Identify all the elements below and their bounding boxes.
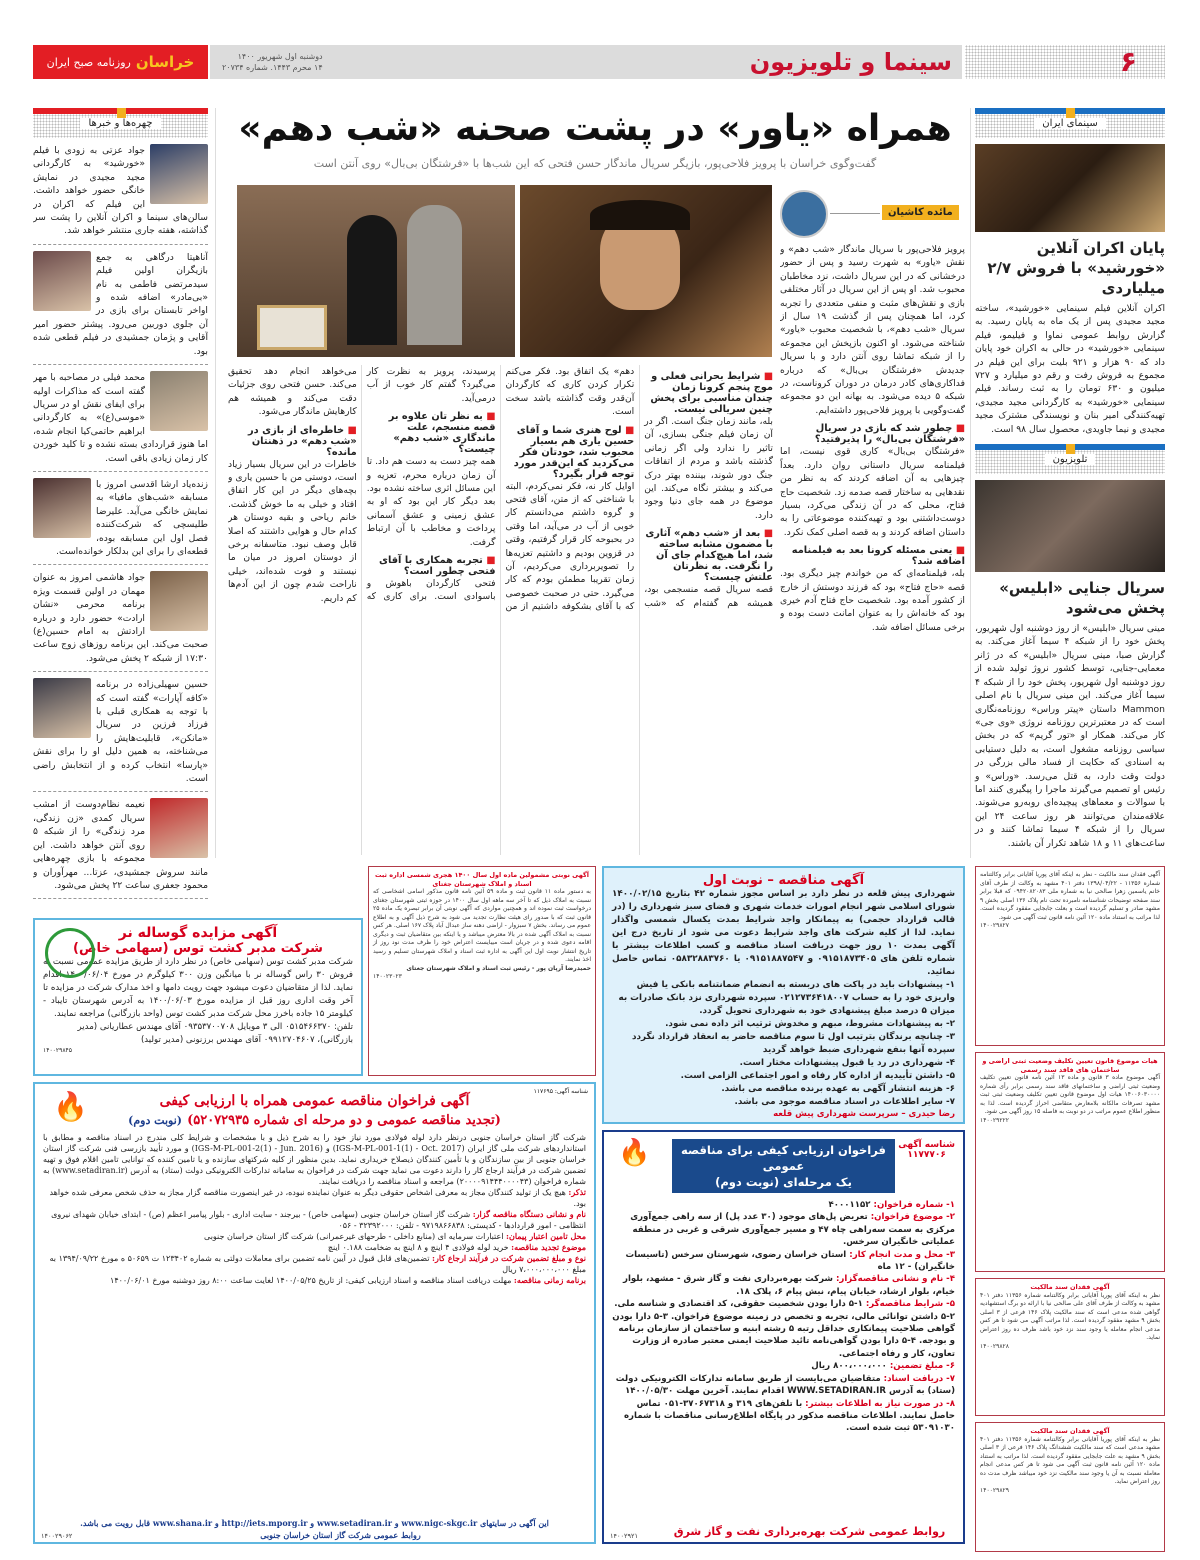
interview-question: ■ شرایط بحرانی فعلی و موج پنجم کرونا زمان چندان مناسبی برای پخش چنین سریالی نیست. (644, 371, 773, 415)
ad-code: ۱۴۰۰۲۹۸۴۵ (43, 1047, 73, 1054)
newspaper-logo (33, 45, 208, 79)
news-item-text: محمد فیلی در مصاحبه با مهر گفته است که مذاکرات اولیه برای ایفای نقش او در سریال «موسی(ع)» به کارگردانی ابراهیم حاتمی‌کیا انجام شده، اما هنوز قراردادی بسته نشده و تا کلید خوردن کار زمان زیادی باقی است. (33, 372, 208, 464)
gas-company-logo-icon: 🔥 (53, 1090, 88, 1123)
person-photo (33, 678, 91, 738)
ad-id (898, 1140, 955, 1160)
ad-title: فراخوان ارزیابی کیفی برای مناقصه عمومی (681, 1143, 886, 1173)
ad-code: ۱۴۰۰۲۹۸۲۹ (980, 1486, 1010, 1494)
clause-label: ۵- شرایط مناقصه‌گر: (865, 1299, 955, 1310)
classified-ad (975, 1422, 1165, 1552)
ad-footer: روابط عمومی شرکت گاز استان خراسان جنوبی (95, 1530, 586, 1540)
clause-text: خرید لوله فولادی ۴ اینچ و ۸ اینچ به ضخامت ۰.۱۸۸ اینچ (327, 1243, 509, 1252)
story-headline: سریال جنایی «ابلیس» پخش می‌شود (999, 579, 1165, 618)
tender-clause: ۳- چنانچه برندگان بترتیب اول تا سوم مناقصه حاضر به انعقاد قرارداد نگردد سپرده آنها بنفع شهرداری ضبط خواهد گردید (631, 1032, 955, 1055)
column-divider (970, 108, 971, 858)
news-item (33, 245, 208, 365)
ad-title: آگهی فقدان سند مالکیت (1030, 1427, 1110, 1435)
ad-code: ۱۴۰۰۲۹۲۱ (610, 1532, 638, 1540)
clause-text: استان خراسان رضوی، شهرستان سرخس (تاسیسات خانگیران) - ۱۲ ماه (625, 1249, 955, 1273)
clause-text: ۱-۵ دارا بودن شخصیت حقوقی، کد اقتصادی و شناسه ملی. ۲-۵ داشتن توانائی مالی، تجربه و تخصص در زمینه موضوع فراخوان. ۳-۵ دارا بودن گواهی صلاحیت پیمانکاری حداقل رتبه ۵ رشته ابنیه و ساختمان از سازمان برنامه و بودجه. ۴-۵ دارا بودن گواهی‌نامه تائید صلاحیت ایمنی معتبر صادره از وزارت تعاون، کار و رفاه اجتماعی. (612, 1299, 955, 1359)
ad-signature: حمیدرضا آرپان پور - رئیس ثبت اسناد و املاک شهرستان جغتای (406, 964, 591, 972)
subtitle: گفت‌وگوی خراسان با پرویز فلاحی‌پور، بازیگر سریال ماندگار حسن فتحی که این شب‌ها با «فرشتگان بی‌بال» روی آنتن است (313, 157, 877, 170)
clause-text: ۴۰۰۰۱۱۵۲ (828, 1200, 871, 1210)
ad-clause (612, 1298, 955, 1360)
ad-id: شناسه آگهی: ۱۱۷۶۹۵ (533, 1088, 588, 1095)
photo-series-scene (237, 185, 515, 357)
ad-signature: رضا حیدری – سرپرست شهرداری پیش قلعه (773, 1109, 955, 1119)
ad-clause (612, 1398, 955, 1435)
interview-answer: بله، مانند زمان جنگ است. اگر در آن زمان فیلم جنگی بسازی، آن تاثیر را ندارد ولی اگر زمانی گذشته باشد و مردم از اتفاقات جنگ دور شوند، بیننده بهتر درک می‌کند و بیشتر نگاه می‌کند. این موضوع در همه جای دنیا وجود دارد. (644, 416, 773, 521)
ad-clause (612, 1273, 955, 1298)
clause-label: موضوع تجدید مناقصه: (511, 1242, 586, 1252)
tender-clause: ۶- هزینه انتشار آگهی به عهده برنده مناقصه می باشد. (721, 1084, 955, 1094)
clause-text: تعریض پل‌های موجود (۳۰ عدد پل) از سه راهی جمع‌آوری مرکزی به سمت سه‌راهی چاه ۴۷ و مسیر جمع‌آوری شرقی و غربی در منطقه عملیاتی خانگیران سرخس. (630, 1212, 955, 1248)
tender-clause: ۲- به پیشنهادات مشروط، مبهم و مخدوش ترتیب اثر داده نمی شود. (665, 1019, 955, 1029)
ad-code: ۱۴۰۰۲۹۰۶۲ (41, 1532, 73, 1540)
ad-clause (43, 1187, 586, 1209)
ad-oil-gas-tender (602, 1130, 965, 1544)
interview-question: ■ یعنی مسئله کرونا بعد به فیلمنامه اضافه شد؟ (780, 545, 965, 567)
photo-actor-portrait (520, 185, 772, 357)
ad-subtitle: شرکت مدبر کشت توس (سهامی خاص) (73, 941, 323, 956)
main-article (225, 108, 965, 170)
ad-clause (43, 1231, 586, 1242)
ad-phone: تلفن: ۰۵۱۵۴۶۶۳۷۰ الی ۳ موبایل ۰۹۳۵۳۷۰۰۷۰۸ آقای مهندس عطاریانی (مدیر بازرگانی)، ۰۹۹۱۲۷۰۴۶۰۷ آقای مهندس برزنونی (مدیر تولید) (77, 1022, 353, 1045)
news-item-text: نعیمه نظام‌دوست از امشب سریال کمدی «زن زندگی، مرد زندگی» را از شبکه ۵ روی آنتن خواهد داشت. این مجموعه با بازی چهره‌هایی مانند سروش جمشیدی، عزتا... مهرآوران و محمود جعفری ساعت ۲۲ پخش می‌شود. (33, 799, 208, 891)
ad-id-label: شناسه آگهی (898, 1140, 955, 1150)
date-line: دوشنبه اول شهریور ۱۴۰۰ (237, 52, 323, 61)
clause-text: ۸۰۰،۰۰۰،۰۰۰ ریال (811, 1361, 887, 1372)
issue-number-line: ۱۴ محرم ۱۴۴۳. شماره ۲۰۷۳۴ (222, 63, 323, 72)
ad-title: آگهی مناقصه – نوبت اول (702, 873, 865, 888)
author-avatar (780, 190, 828, 238)
photo-mammon (975, 480, 1165, 572)
page-number: ۶ (1119, 45, 1137, 78)
story-body: مینی سریال «ابلیس» از روز دوشنبه اول شهریور، پخش خود را از شبکه ۴ سیما آغاز می‌کند. به گزارش صبا، مینی سریال «ابلیس» که در ژانر معمایی-جنایی، توسط کشور نروژ تولید شده از روز دوشنبه اول شهریور، پخش خود را از شبکه ۴ سیما آغاز می‌کند. این مینی سریال با نام اصلی Mammon داستان «پیتر وراس» روزنامه‌نگاری است که در معتبرترین روزنامه نروژی «وی جی» کار می‌کند. همکار او «تور گریم» که در بخش سیاسی روزنامه مشغول است، به دلیل دستیابی به اسنادی که حکایت از فساد مالی بزرگی در دولت وقت دارد، به قتل می‌رسد. «وراس» و رئیس او تصمیم می‌گیرند ماجرا را پیگیری کنند اما با سوالات و معماهای پیچیده‌ای روبه‌رو می‌شوند. علاقه‌مندان می‌توانند هر روز ساعت ۲۴ این سریال را از شبکه ۴ سیما تماشا کنند و در ساعت‌های ۱۱ و ۱۸ شاهد تکرار آن باشند. (975, 623, 1165, 849)
clause-label: ۱- شماره فراخوان: (873, 1200, 955, 1210)
clause-label: نام و نشانی دستگاه مناقصه گزار: (472, 1209, 586, 1219)
news-item (33, 672, 208, 792)
section-header-tv (975, 444, 1165, 474)
logo-text: خراسان (135, 53, 195, 71)
clause-label: ۲- موضوع فراخوان: (870, 1212, 955, 1223)
logo-tagline: روزنامه صبح ایران (46, 55, 131, 69)
column-divider (215, 108, 216, 858)
ad-clause (43, 1275, 586, 1286)
interview-answer: فتحی کارگردان باهوش و باسوادی است. برای کاری که می‌خواهد انجام دهد تحقیق می‌کند. حسن فتحی روی جزئیات دقت می‌کند و همیشه هم کارهایش ماندگار می‌شود. (228, 366, 496, 603)
interview-question: ■ خاطره‌ای از بازی در «شب دهم» در ذهنتان مانده؟ (228, 425, 357, 458)
page-number-box (965, 45, 1165, 79)
ad-body: نظر به اینکه آقای پوریا آقایانی برابر وکالتنامه شماره ۱۱۳۵۶ دفتر ۴۰۱ مشهد به وکالت از طرف آقای علی صالحی نیا با ارائه دو برگ استشهادیه گواهی شده مدعی است که سند مالکیت پلاک ۱۴۶ فرعی از ۳ اصلی بخش ۹ مشهد مفقود گردیده است. لذا مراتب آگهی می شود تا هر کس مدعی انجام معامله یا وجود سند نزد خود باشد ظرف ده روز اعتراض نماید. (980, 1291, 1161, 1341)
section-label: چهره‌ها و خبرها (80, 118, 160, 129)
interview-question: ■ چطور شد که بازی در سریال «فرشتگان بی‌بال» را پذیرفتید؟ (780, 423, 965, 445)
person-photo (150, 144, 208, 204)
interview-question: ■ بعد از «شب دهم» آثاری با مضمون مشابه ساخته شد، اما هیچ‌کدام جای آن را نگرفت. به نظرتان علتش چیست؟ (644, 528, 773, 583)
ad-title: آگهی فقدان سند مالکیت (1030, 1283, 1110, 1291)
ad-body: شرکت مدبر کشت توس (سهامی خاص) در نظر دارد از طریق مزایده عمومی نسبت به فروش ۳۰ راس گوساله نر با میانگین وزن ۳۰۰ کیلوگرم در مورخ ۱۴۰۰/۰۶/۰۴ اقدام نماید. لذا از متقاضیان دعوت میشود جهت رویت دامها و اخذ مدارک شرکت در مزایده تا آخر وقت اداری روز قبل از مزایده مورخ ۱۴۰۰/۰۶/۰۳ به آدرس شهرستان تایباد - کیلومتر ۱۵ جاده باخرز محل شرکت مدبر کشت توس (واحد بازرگانی) مراجعه نمایند. (43, 957, 354, 1019)
clause-label: نوع و مبلغ تضمین شرکت در فرآیند ارجاع کار: (432, 1253, 586, 1263)
ad-clause (43, 1253, 586, 1275)
ad-body: نظر به اینکه آقای پوریا آقایانی برابر وکالتنامه شماره ۱۱۳۵۶ دفتر ۴۰۱ مشهد مدعی است که سند مالکیت ششدانگ پلاک ۱۴۶ فرعی از ۳ اصلی بخش ۹ مشهد به علت جابجایی مفقود گردیده است. لذا مراتب به استناد ماده ۱۲۰ آئین نامه قانون ثبت آگهی می شود تا هر کس مدعی انجام معامله نسبت به آن یا وجود سند مالکیت نزد خود میباشد ظرف مدت ده روز اعتراض نماید. (980, 1435, 1161, 1485)
news-item-text: جواد عزتی به زودی با فیلم «خورشید» به کارگردانی مجید مجیدی در نمایش خانگی حضور خواهد داشت. این فیلم که اکران در سالن‌های سینما و اکران آنلاین را پشت سر گذاشته، هفته جاری منتشر خواهد شد. (33, 145, 208, 237)
classified-ads-column (975, 866, 1165, 1546)
ad-websites: این آگهی در سایتهای www.nigc-skgc.ir و www.setadiran.ir و http://iets.mporg.ir و www.shana.ir قابل رویت می باشد. (43, 1518, 586, 1528)
person-photo (150, 798, 208, 858)
company-logo-icon (45, 928, 95, 978)
news-item (33, 138, 208, 245)
news-item (33, 472, 208, 565)
tender-clause: ۴- شهرداری در رد یا قبول پیشنهادات مختار است. (739, 1058, 955, 1068)
ad-title: آگهی فراخوان مناقصه عمومی همراه با ارزیابی کیفی (159, 1093, 470, 1109)
news-item (33, 365, 208, 472)
clause-label: تذکر: (568, 1187, 586, 1197)
interview-answer: «فرشتگان بی‌بال» کاری قوی نیست، اما فیلمنامه سریال داستانی روان دارد. بعداً چیزهایی به آن اضافه کردند که به نظر من نقدهایی به ساختار قصه صدمه زد. شخصیت حاج فتاح، محلی که در آن زندگی می‌کرد، بسیار دوست‌داشتنی بود و تهیه‌کننده موضوعاتی را به داستان اضافه کردند و به قصه اصلی کمک نکرد. (780, 446, 965, 538)
interview-question: ■ به نظر تان علاوه بر قصه منسجم، علت ماندگاری «شب دهم» چیست؟ (367, 411, 496, 455)
classified-ad (975, 1052, 1165, 1272)
news-item-text: آناهیتا درگاهی به جمع بازیگران اولین فیلم سیدمرتضی فاطمی به نام «بی‌مادر» اضافه شده و اواخر تابستان برای بازی در آن جلوی دوربین می‌رود. پیشتر حضور امیر آقایی و پژمان جمشیدی در فیلم قطعی شده بود. (33, 251, 208, 357)
clause-label: ۸- در صورت نیاز به اطلاعات بیشتر: (805, 1398, 955, 1409)
ad-land-registry (368, 866, 596, 1076)
classified-ad (975, 866, 1165, 1046)
ad-clause (43, 1209, 586, 1231)
clause-text: تضمین‌های قابل قبول در آیین نامه تضمین برای معاملات دولتی به شماره ۱۲۳۴۰۲ ت ۵۰۶۵۹ ه مورخ ۱۳۹۴/۰۹/۲۲ به مبلغ ۷،۰۰۰،۰۰۰،۰۰۰ ریال (49, 1254, 586, 1274)
right-news-column (975, 108, 1165, 850)
news-item-text: جواد هاشمی امروز به عنوان مهمان در اولین قسمت ویژه برنامه محرمی «نشان ارادت» حضور دارد و درباره ارادتش به امام حسین(ع) صحبت می‌کند. این برنامه روزهای زوج ساعت ۱۷:۳۰ از شبکه ۲ پخش می‌شود. (33, 572, 208, 664)
ad-body: شرکت گاز استان خراسان جنوبی درنظر دارد لوله فولادی مورد نیاز خود را به شرح ذیل و با مشخصات و شرایط کلی مندرج در اسناد مناقصه و مطابق با استانداردهای شرکت ملی گاز ایران (IGS-M-PL-001-1(1) - Oct. 2017) و (IGS-M-PL-001-2(1) - Jun. 2016) و مورد تأیید بازرسی فنی شرکت گاز استان خراسان جنوبی از بین سازندگان و یا تأمین کنندگان ذیصلاح خریداری نماید. بدین منظور از کلیه شرکتهای سازنده و یا تامین کننده که توانایی تامین اقلام فوق و تهیه تضمین شرکت در فرآیند ارجاع کار را دارند دعوت می نماید جهت شرکت در فراخوان به سامانه تدارکات الکترونیکی دولت (ستاد) به آدرس (www.setadiran.ir) به شماره فراخوان (۲۰۰۰۰۹۱۴۴۴۰۰۰۰۴۳) مراجعه و اسناد مناقصه را دریافت نمایند. (43, 1133, 586, 1186)
classified-ad (975, 1278, 1165, 1416)
ad-clause (43, 1242, 586, 1253)
section-header (33, 108, 208, 138)
ad-municipal-tender (602, 866, 965, 1124)
clause-text: با تلفن‌های ۳۱۹ و ۳۷۰۶۷۳۱۸-۰۵۱ تماس حاصل نمایند. اطلاعات مناقصه مذکور در پایگاه اطلاع‌رسانی مناقصات با شماره ۵۳۰۹۱۰۳۰ ثبت شده است. (623, 1398, 955, 1434)
ad-round: (نوبت دوم) (128, 1114, 182, 1127)
tender-clause: ۵- داشتن تأییدیه از اداره کار رفاه و امور اجتماعی الزامی است. (680, 1071, 955, 1081)
issue-date (222, 51, 323, 73)
clause-text: متقاضیان می‌بایست از طریق سامانه تدارکات الکترونیکی دولت (ستاد) به آدرس WWW.SETADIRAN.IR اقدام نمایند. آخرین مهلت ۱۴۰۰/۰۵/۳۰ (615, 1373, 955, 1397)
clause-label: ۳- محل و مدت انجام کار: (849, 1249, 955, 1260)
faces-news-column (33, 108, 208, 899)
ad-code: ۱۴۰۰۲۹۸۲۷ (980, 922, 1010, 929)
article-intro: پرویز فلاحی‌پور با سریال ماندگار «شب دهم» و نقش «یاور» به شهرت رسید و پس از حضور درخشانی که در این سریال داشت، نزد مخاطبان محبوب شد. او پس از این سریال در آثار مختلفی بازی و نقش‌های مثبت و منفی متعددی را تجربه کرد، اما همچنان پس از گذشت ۱۹ سال از سریال «شب دهم»، با شخصیت محبوب «یاور» شناخته می‌شود. او اکنون بازپخش این مجموعه را از شبکه تماشا روی آنتن دارد و با سریال جدیدش «فرشتگان بی‌بال» که درباره فداکاری‌های کادر درمان در دوران کروناست، در شبکه ۵ دیده می‌شود. به بهانه این دو مجموعه گفت‌وگویی با پرویز فلاحی‌پور داشته‌ایم. (780, 244, 965, 416)
tender-clause: ۷- سایر اطلاعات در اسناد مناقصه موجود می باشد. (734, 1097, 955, 1107)
ad-title: آگهی مزایده گوساله نر (118, 925, 278, 941)
section-title: سینما و تلویزیون (749, 48, 952, 76)
ad-clause (612, 1211, 955, 1248)
news-item (33, 565, 208, 672)
section-label: تلویزیون (1045, 454, 1096, 465)
section-band (210, 45, 962, 79)
clause-label: برنامه زمانی مناقصه: (513, 1275, 586, 1285)
interview-answer: قصه سریال قصه منسجمی بود، همیشه هم گفته‌ام که «شب دهم» یک اتفاق بود. فکر می‌کنم تکرار کردن کاری که کارگردان آن‌قدر وقت گذاشته باشد سخت است. (505, 366, 773, 609)
person-photo (150, 371, 208, 431)
interview-answer: خاطرات در این سریال بسیار زیاد است، دوستی من با حسین یاری و بچه‌های دیگر در این کار اتفاق افتاد و خیلی به ما خوش گذشت. خانم ریاحی و بقیه دوستان هر کدام حال و هوایی داشتند که اصلا قابل وصف نبود. متاسفانه برخی از دوستان امروز در میان ما نیستند و فوت شده‌اند، خیلی ناراحت شدم چون از این آدم‌ها کم داریم. (228, 458, 357, 604)
photo-khorshid (975, 144, 1165, 232)
ad-clause (612, 1373, 955, 1398)
ad-clause (612, 1249, 955, 1274)
story-headline: پایان اکران آنلاین «خورشید» با فروش ۲/۷ میلیاردی (987, 239, 1165, 297)
ad-body: شهرداری پیش قلعه در نظر دارد بر اساس مجوز شماره ۴۲ بتاریخ ۱۴۰۰/۰۲/۱۵ شورای اسلامی شهر انجام امورات خدمات شهری و فضای سبز شهرداری را (در قالب قرارداد حجمی) به پیمانکار واجد شرایط بمدت یکسال شمسی واگذار نماید. لذا از کلیه شرکت های واجد شرایط دعوت می شود از تاریخ درج این آگهی بمدت ۱۰ روز جهت دریافت اسناد مناقصه و کسب اطلاعات بیشتر با شماره تلفن های ۰۹۱۵۱۸۷۳۴۰۵ و ۰۹۱۵۱۸۸۷۵۴۷ یا ۰۵۸۳۲۸۸۳۷۶۰ تماس حاصل نمائید. (612, 889, 956, 977)
ad-title: آگهی نوبتی مشمولین ماده اول سال ۱۴۰۰ هجری شمسی اداره ثبت اسناد و املاک شهرستان جغتای (374, 871, 590, 888)
ad-code: ۱۴۰۰۲۳۰۲۳ (373, 973, 403, 980)
clause-text: شرکت بهره‌برداری نفت و گاز شرق - مشهد، بلوار خیام، بلوار ارشاد، خیابان پیام، نبش پیام ۶، پلاک ۱۸. (623, 1274, 955, 1297)
ad-subtitle: یک مرحله‌ای (نوبت دوم) (715, 1175, 852, 1189)
interview-answer: بله، فیلمنامه‌ای که من خواندم چیز دیگری بود. قصه «حاج فتاح» بود که فرزند دوستش از خارج از کشور آمده بود. شخصیت حاج فتاح آدم خیری بود که خانه‌اش را به عنوان امانت دست بوده و برخی مسائل اضافه شد. (780, 568, 965, 633)
person-photo (33, 251, 91, 311)
interview-question: ■ لوح هنری شما و آقای حسین یاری هم بسیار محبوب شد، خودتان فکر می‌کردید که این‌قدر مورد توجه قرار بگیرد؟ (506, 425, 635, 480)
story-body: اکران آنلاین فیلم سینمایی «خورشید»، ساخته مجید مجیدی پس از یک ماه به پایان رسید. به گزارش روابط عمومی نماوا و فیلیمو، فیلم سینمایی «خورشید» در حالی به اکران خود پایان داد که ۹۰ هزار و ۹۲۱ بلیت برای این فیلم در مجموع به فروش رفت و رقم دو میلیارد و ۷۲۷ میلیون و ۶۳۰ تومان را به ثبت رساند. فیلم سینمایی «خورشید» به کارگردانی مجید مجیدی، تهیه‌کنندگی امیر بنان و نویسندگی مشترک مجید مجیدی و نیما جاویدی، محصول سال ۹۸ است. (975, 303, 1166, 435)
section-label: سینمای ایران (1034, 118, 1105, 129)
news-item-text: حسین سهیلی‌زاده در برنامه «کافه آپارات» گفته است که با توجه به همکاری قبلی با فرزاد فرزین در سریال «مانکن»، قابلیت‌هایش را می‌شناخته، به همین دلیل او را برای نقش «پارسا» انتخاب کرده و از انتخابش راضی است. (33, 679, 208, 785)
ad-gas-tender (33, 1082, 596, 1544)
ad-clause (612, 1199, 955, 1211)
tender-clause: ۱- پیشنهادات باید در پاکت های دربسته به انضمام ضمانتنامه بانکی یا فیش واریزی خود را به حساب ۰۲۱۲۷۳۶۴۱۸۰۰۷ سپرده شهرداری نزد بانک صادرات به میزان ۵ درصد مبلغ پیشنهادی خود به شهرداری تحویل گردد. (618, 980, 955, 1016)
clause-label: ۴- نام و نشانی مناقصه‌گزار: (835, 1274, 955, 1285)
news-item (33, 792, 208, 899)
clause-text: شرکت گاز استان خراسان جنوبی (سهامی خاص) - بیرجند - سایت اداری - بلوار پیامبر اعظم (ص) - ابتدای خیابان شهدای نیروی انتظامی - امور قراردادها - کدپستی: ۹۷۱۹۸۶۶۸۳۸ - تلفن: ۳۲۳۹۲۰۰۰ - ۰۵۶ (51, 1210, 586, 1230)
ad-footer: روابط عمومی شرکت بهره‌برداری نفت و گاز شرق (664, 1525, 955, 1538)
author-name: مائده کاشیان (882, 205, 959, 220)
interview-answer: همه چیز دست به دست هم داد. تا آن زمان درباره محرم، تعزیه و این مسائل اثری ساخته نشده بود. بعد دیگر کار این بود که او به عشق زمینی و عشق آسمانی پرداخت و مخاطب با آن ارتباط گرفت. (366, 456, 496, 548)
person-photo (33, 478, 91, 538)
ad-clause (612, 1360, 955, 1372)
author-rule (830, 213, 880, 214)
article-body-columns (228, 365, 773, 855)
ad-code: ۱۴۰۰۲۹۲۲۲ (980, 1116, 1010, 1124)
clause-label: محل تامین اعتبار پیمان: (506, 1231, 586, 1241)
news-item-text: زنده‌یاد ارشا اقدسی امروز با مسابقه «شب‌های مافیا» به نمایش خانگی می‌آید. علیرضا طلیسچی که شرکت‌کننده فصل اول این مسابقه بوده، قطعه‌ای را برای این بدلکار خوانده‌است. (56, 478, 208, 557)
clause-label: ۶- مبلغ تضمین: (889, 1361, 955, 1372)
interview-answer: اوایل کار نه، فکر نمی‌کردم، البته با شناختی که از متن، آقای فتحی و گروه داشتم می‌دانستم کار خوبی از آب در می‌آید، اما وقتی در بحبوحه کار قرار گرفتیم، وقتی در قزوین بودیم و داشتیم تعزیه‌ها را تصویربرداری می‌کردیم، آن زمان تقریبا مطمئن بودم که کار می‌گیرد. حتی در صحبت خصوصی که با آقای بشکوفه داشتیم از من پرسیدند، پرویز به نظرت کار می‌گیرد؟ گفتم کار خوب از آب درمی‌آید. (366, 366, 635, 613)
ad-title-box (672, 1139, 895, 1193)
section-header-cinema (975, 108, 1165, 138)
ad-subtitle: (تجدید مناقصه عمومی و دو مرحله ای شماره ۵۲۰۷۲۹۳۵) (187, 1113, 501, 1128)
ad-code: ۱۴۰۰۲۹۸۲۸ (980, 1342, 1010, 1350)
ad-body: به دستور ماده ۱۱ قانون ثبت و ماده ۵۹ آئین نامه قانون مذکور اسامی اشخاصی که نسبت به املاک ذیل که تا آخر سه ماهه اول سال ۱۴۰۰ در حوزه ثبتی شهرستان جغتای درخواست ثبت نموده اند و همچنین مواردی که آگهی نوبتی آن برابر تبصره یک ماده ۲۵ قانون ثبت که با صدور رای هیئت نظارت تجدید می شود به شرح ذیل آگهی و به اطلاع عموم می رساند. بخش ۷ سبزوار - اراضی دهنه ساز عبدال آباد پلاک ۱۶۷ اصلی. هر کس نسبت به املاک آگهی شده در بالا معترض میباشد و یا اینکه بین متقاضیان ثبت و دیگری اقامه دعوی شده و در جریان است میبایست اعتراض خود را ظرف مدت نود روز از تاریخ انتشار نوبت اول این آگهی به اداره ثبت اسناد و املاک شهرستان تسلیم و رسید اخذ نمایند. (373, 888, 591, 963)
article-intro-column (780, 243, 965, 853)
oil-company-logo-icon: 🔥 (618, 1138, 651, 1168)
ad-cow-auction (33, 918, 363, 1076)
person-photo (150, 571, 208, 631)
ad-body: آگهی موضوع ماده ۳ قانون و ماده ۱۳ آئین نامه قانون تعیین تکلیف وضعیت ثبتی اراضی و ساختمانهای فاقد سند رسمی برابر رأی شماره ۱۴۰۰۶۰۳۰۰۰۰ هیات اول موضوع قانون تعیین تکلیف وضعیت ثبتی ثبت مشهد تصرفات مالکانه بلامعارض متقاضی احراز گردیده است. لذا به منظور اطلاع عموم مراتب در دو نوبت به فاصله ۱۵ روز آگهی می شود. (980, 1074, 1160, 1115)
clause-text: مهلت دریافت اسناد مناقصه و اسناد ارزیابی کیفی: از تاریخ ۱۴۰۰/۰۵/۲۵ لغایت ساعت ۸:۰۰ روز دوشنبه مورخ ۱۴۰۰/۰۶/۰۱ (110, 1276, 512, 1285)
clause-label: ۷- دریافت اسناد: (883, 1373, 955, 1384)
clause-text: اعتبارات سرمایه ای (منابع داخلی - طرحهای غیرعمرانی) شرکت گاز استان خراسان جنوبی (204, 1232, 504, 1241)
ad-body: آگهی فقدان سند مالکیت - نظر به اینکه آقای پوریا آقایانی برابر وکالتنامه شماره ۱۱۳۵۶ - ۱۳۹۸/۰۴/۲۲ دفتر ۴۰۱ مشهد به وکالت از طرف آقای خانم یاسمین زهرا صالحی نیا به شماره ملی ۰۹۴۲۰۸۲۰۸۳ که قبلا برابر سند صفحه توضیحات شناسنامه نامبرده تحت نام پلاک ۱۳۶ اصلی بخش ۹ مشهد صادر و تسلیم گردیده است و بعلت جابجایی مفقود گردیده است. لذا مراتب به استناد ماده ۱۲۰ آئین نامه قانون ثبت آگهی می شود. (980, 871, 1161, 921)
headline: همراه «یاور» در پشت صحنه «شب دهم» (238, 108, 952, 149)
ad-title: هیات موضوع قانون تعیین تکلیف وضعیت ثبتی اراضی و ساختمان های فاقد سند رسمی (982, 1057, 1158, 1074)
ad-id-value: ۱۱۷۷۷۰۶ (907, 1150, 946, 1160)
clause-text: هیچ یک از تولید کنندگان مجاز به معرفی اشخاص حقوقی دیگر به عنوان نماینده نبوده، در غیر اینصورت مناقصه گزار مجاز به حذف شخص معرفی شده خواهد بود. (49, 1188, 586, 1208)
interview-question: ■ تجربه همکاری با آقای فتحی چطور است؟ (367, 555, 496, 577)
